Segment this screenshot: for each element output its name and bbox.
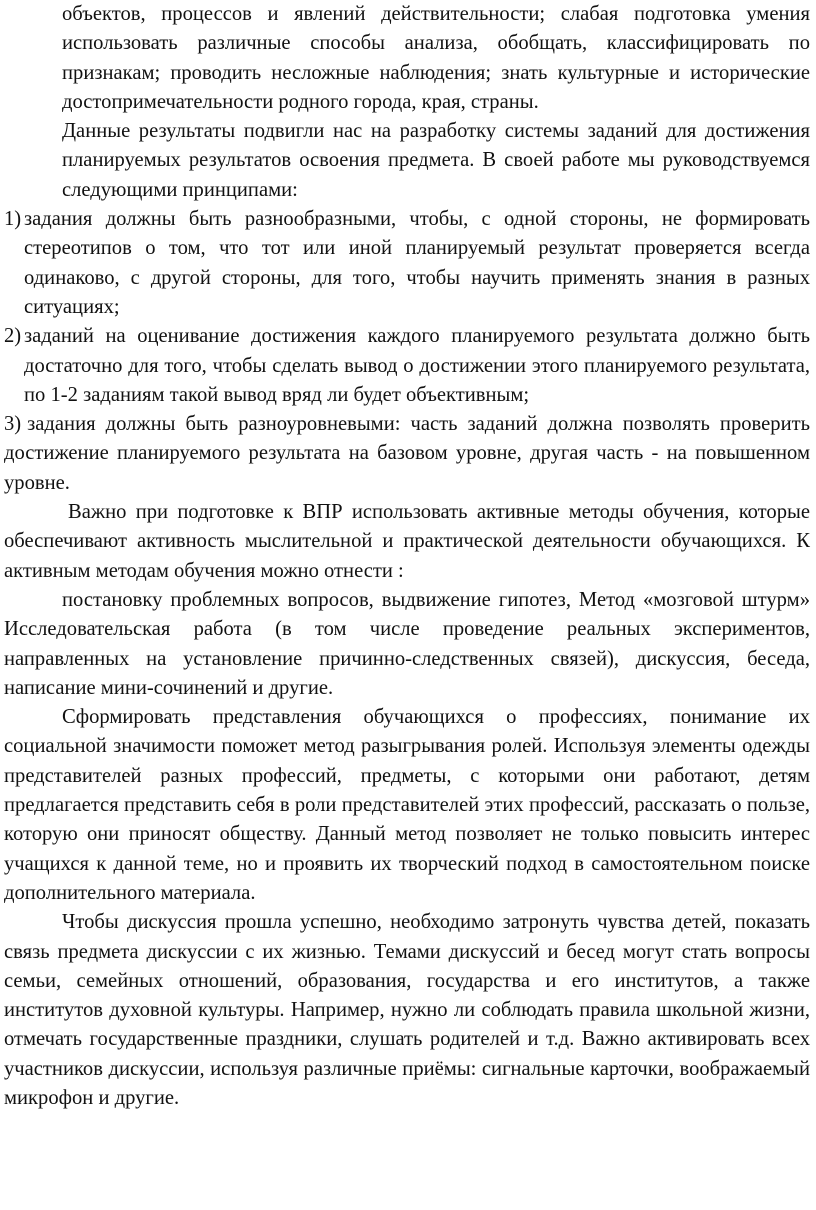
- paragraph-active-methods: Важно при подготовке к ВПР использовать активные методы обучения, которые обеспечивают активность мыслительной и практической деятельности обучающихся. К активным методам обучения можно отнести :: [4, 501, 810, 582]
- list-item-principle-3: [4, 410, 810, 498]
- list-item-text: задания должны быть разноуровневыми: часть заданий должна позволять проверить достижение планируемого результата на базовом уровне, другая часть - на повышенном уровне.: [4, 413, 810, 494]
- list-number: 3): [4, 413, 22, 436]
- list-item-text: заданий на оценивание достижения каждого планируемого результата должно быть достаточно для того, чтобы сделать вывод о достижении этого планируемого результата, по 1-2 заданиям такой вывод вряд ли будет объективным;: [24, 325, 810, 406]
- paragraph-intro-continuation: объектов, процессов и явлений действительности; слабая подготовка умения использовать различные способы анализа, обобщать, классифицировать по признакам; проводить несложные наблюдения; знать культурные и исторические достопримечательности родного города, края, страны.: [62, 3, 810, 113]
- paragraph-system-of-tasks: Данные результаты подвигли нас на разработку системы заданий для достижения планируемых результатов освоения предмета. В своей работе мы руководствуемся следующими принципами:: [62, 120, 810, 201]
- list-item-principle-2: [4, 322, 810, 410]
- paragraph-role-play: Сформировать представления обучающихся о профессиях, понимание их социальной значимости поможет метод разыгрывания ролей. Используя элементы одежды представителей разных профессий, предметы, с которыми они работают, детям предлагается представить себя в роли представителей этих профессий, рассказать о пользе, которую они приносят обществу. Данный метод позволяет не только повысить интерес учащихся к данной теме, но и проявить их творческий подход в самостоятельном поиске дополнительного материала.: [4, 706, 810, 904]
- list-number: 1): [4, 208, 22, 231]
- paragraph-discussion: Чтобы дискуссия прошла успешно, необходимо затронуть чувства детей, показать связь предмета дискуссии с их жизнью. Темами дискуссий и бесед могут стать вопросы семьи, семейных отношений, образования, государства и его институтов, а также институтов духовной культуры. Например, нужно ли соблюдать правила школьной жизни, отмечать государственные праздники, слушать родителей и т.д. Важно активировать всех участников дискуссии, используя различные приёмы: сигнальные карточки, воображаемый микрофон и другие.: [4, 911, 810, 1109]
- list-item-text: задания должны быть разнообразными, чтобы, с одной стороны, не формировать стереотипов о том, что тот или иной планируемый результат проверяется всегда одинаково, с другой стороны, для того, чтобы научить применять знания в разных ситуациях;: [24, 208, 810, 318]
- list-item-principle-1: [4, 205, 810, 322]
- list-number: 2): [4, 325, 22, 348]
- paragraph-methods-list: постановку проблемных вопросов, выдвижение гипотез, Метод «мозговой штурм» Исследовательская работа (в том числе проведение реальных экспериментов, направленных на установление причинно-следственных связей), дискуссия, беседа, написание мини-сочинений и другие.: [4, 588, 810, 699]
